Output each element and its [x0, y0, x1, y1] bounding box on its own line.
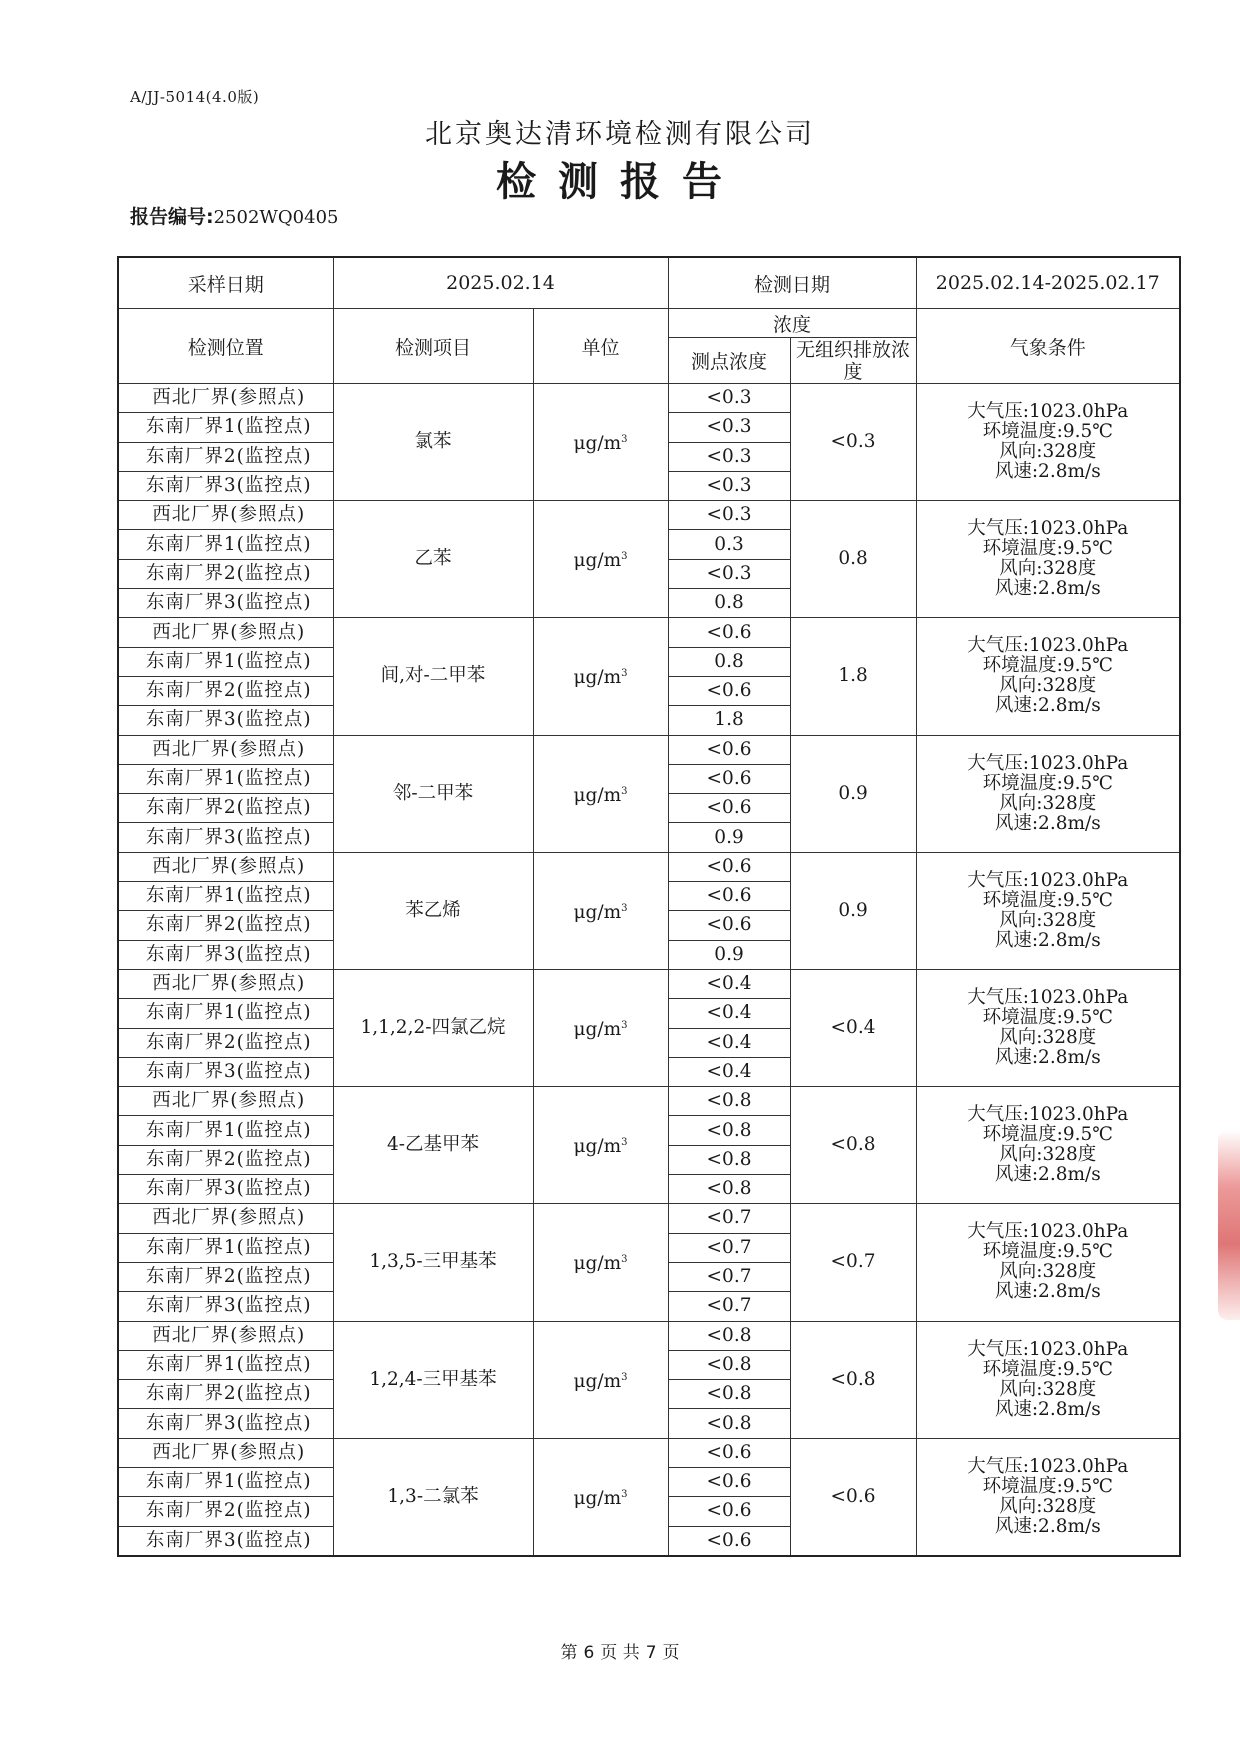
unit-exponent: 3: [621, 668, 628, 680]
point-conc-cell: <0.4: [668, 999, 790, 1028]
location-cell: 东南厂界1(监控点): [118, 647, 333, 676]
weather-line: 环境温度:9.5℃: [982, 421, 1113, 443]
location-cell: 东南厂界3(监控点): [118, 940, 333, 969]
unit-base: μg/m: [573, 1487, 622, 1509]
point-conc-cell: <0.6: [668, 1438, 790, 1467]
location-cell: 东南厂界3(监控点): [118, 823, 333, 852]
unit-exponent: 3: [621, 1371, 628, 1383]
point-conc-cell: <0.6: [668, 911, 790, 940]
weather-line: 环境温度:9.5℃: [982, 1358, 1113, 1380]
item-cell: 1,2,4-三甲基苯: [333, 1321, 533, 1438]
results-table-body: [118, 257, 1180, 1556]
point-conc-cell: <0.7: [668, 1262, 790, 1291]
point-conc-cell: <0.6: [668, 1497, 790, 1526]
weather-cell: [916, 501, 1180, 618]
weather-line: 风速:2.8m/s: [994, 1164, 1101, 1186]
location-cell: 东南厂界3(监控点): [118, 1292, 333, 1321]
location-cell: 西北厂界(参照点): [118, 618, 333, 647]
col-weather-header: 气象条件: [916, 309, 1180, 384]
weather-line: 环境温度:9.5℃: [982, 772, 1113, 794]
point-conc-cell: <0.6: [668, 852, 790, 881]
unit-base: μg/m: [573, 433, 622, 455]
unit-cell: [533, 618, 668, 735]
location-cell: 西北厂界(参照点): [118, 735, 333, 764]
unit-cell: [533, 1438, 668, 1556]
unit-base: μg/m: [573, 901, 622, 923]
weather-line: 风速:2.8m/s: [994, 578, 1101, 600]
unit-cell: [533, 735, 668, 852]
item-cell: 1,1,2,2-四氯乙烷: [333, 969, 533, 1086]
weather-line: 大气压:1023.0hPa: [967, 518, 1129, 540]
location-cell: 东南厂界2(监控点): [118, 1145, 333, 1174]
location-cell: 东南厂界1(监控点): [118, 413, 333, 442]
table-row: [118, 384, 1180, 413]
weather-line: 风向:328度: [999, 792, 1097, 814]
point-conc-cell: 0.3: [668, 530, 790, 559]
point-conc-cell: 0.9: [668, 940, 790, 969]
weather-cell: [916, 1204, 1180, 1321]
unit-exponent: 3: [621, 434, 628, 446]
weather-line: 环境温度:9.5℃: [982, 1007, 1113, 1029]
col-location-header: 检测位置: [118, 309, 333, 384]
point-conc-cell: <0.3: [668, 384, 790, 413]
weather-line: 大气压:1023.0hPa: [967, 635, 1129, 657]
weather-cell: [916, 1438, 1180, 1556]
fugitive-conc-cell: <0.4: [790, 969, 916, 1086]
report-number: [130, 202, 338, 229]
point-conc-cell: <0.6: [668, 1467, 790, 1496]
weather-line: 风向:328度: [999, 558, 1097, 580]
fugitive-conc-cell: <0.8: [790, 1087, 916, 1204]
point-conc-cell: <0.7: [668, 1292, 790, 1321]
weather-line: 风速:2.8m/s: [994, 1047, 1101, 1069]
weather-line: 风向:328度: [999, 1495, 1097, 1517]
location-cell: 东南厂界1(监控点): [118, 530, 333, 559]
sampling-date-label: 采样日期: [118, 257, 333, 309]
location-cell: 西北厂界(参照点): [118, 384, 333, 413]
unit-base: μg/m: [573, 550, 622, 572]
location-cell: 东南厂界2(监控点): [118, 1497, 333, 1526]
unit-base: μg/m: [573, 784, 622, 806]
location-cell: 东南厂界2(监控点): [118, 1028, 333, 1057]
weather-line: 风向:328度: [999, 1261, 1097, 1283]
unit-cell: [533, 1321, 668, 1438]
location-cell: 东南厂界3(监控点): [118, 471, 333, 500]
location-cell: 东南厂界3(监控点): [118, 1057, 333, 1086]
point-conc-cell: 0.8: [668, 647, 790, 676]
item-cell: 氯苯: [333, 384, 533, 501]
point-conc-cell: <0.6: [668, 676, 790, 705]
point-conc-cell: <0.6: [668, 735, 790, 764]
location-cell: 东南厂界1(监控点): [118, 999, 333, 1028]
location-cell: 东南厂界2(监控点): [118, 676, 333, 705]
point-conc-cell: 0.8: [668, 589, 790, 618]
unit-exponent: 3: [621, 1254, 628, 1266]
item-cell: 1,3,5-三甲基苯: [333, 1204, 533, 1321]
point-conc-cell: <0.6: [668, 1526, 790, 1556]
fugitive-conc-cell: <0.7: [790, 1204, 916, 1321]
location-cell: 东南厂界2(监控点): [118, 1380, 333, 1409]
weather-line: 风向:328度: [999, 441, 1097, 463]
test-date-value: 2025.02.14-2025.02.17: [916, 257, 1180, 309]
info-row: [118, 257, 1180, 309]
unit-exponent: 3: [621, 785, 628, 797]
weather-line: 环境温度:9.5℃: [982, 655, 1113, 677]
page-mid: 页 共: [600, 1643, 640, 1663]
unit-exponent: 3: [621, 1019, 628, 1031]
weather-line: 环境温度:9.5℃: [982, 889, 1113, 911]
weather-line: 大气压:1023.0hPa: [967, 752, 1129, 774]
point-conc-cell: <0.3: [668, 413, 790, 442]
unit-base: μg/m: [573, 1019, 622, 1041]
weather-cell: [916, 1321, 1180, 1438]
weather-line: 环境温度:9.5℃: [982, 1124, 1113, 1146]
fugitive-conc-cell: 0.9: [790, 735, 916, 852]
document-title: 检测报告: [496, 159, 744, 205]
location-cell: 西北厂界(参照点): [118, 501, 333, 530]
results-table: [117, 256, 1181, 1557]
weather-line: 风向:328度: [999, 675, 1097, 697]
location-cell: 东南厂界2(监控点): [118, 794, 333, 823]
point-conc-cell: <0.3: [668, 501, 790, 530]
point-conc-cell: <0.8: [668, 1116, 790, 1145]
weather-line: 大气压:1023.0hPa: [967, 1221, 1129, 1243]
point-conc-cell: <0.6: [668, 764, 790, 793]
col-item-header: 检测项目: [333, 309, 533, 384]
weather-line: 大气压:1023.0hPa: [967, 1455, 1129, 1477]
unit-cell: [533, 1204, 668, 1321]
weather-cell: [916, 852, 1180, 969]
location-cell: 东南厂界1(监控点): [118, 1350, 333, 1379]
header-row: [118, 309, 1180, 338]
location-cell: 东南厂界3(监控点): [118, 706, 333, 735]
unit-cell: [533, 969, 668, 1086]
report-number-label: 报告编号:: [130, 206, 214, 228]
fugitive-conc-cell: 1.8: [790, 618, 916, 735]
location-cell: 东南厂界2(监控点): [118, 1262, 333, 1291]
col-point-conc-header: 测点浓度: [668, 338, 790, 384]
weather-cell: [916, 384, 1180, 501]
unit-base: μg/m: [573, 667, 622, 689]
weather-line: 风速:2.8m/s: [994, 695, 1101, 717]
point-conc-cell: <0.4: [668, 1028, 790, 1057]
unit-base: μg/m: [573, 1370, 622, 1392]
location-cell: 东南厂界3(监控点): [118, 1409, 333, 1438]
item-cell: 间,对-二甲苯: [333, 618, 533, 735]
item-cell: 乙苯: [333, 501, 533, 618]
point-conc-cell: <0.4: [668, 1057, 790, 1086]
table-row: [118, 618, 1180, 647]
fugitive-conc-cell: <0.8: [790, 1321, 916, 1438]
weather-line: 环境温度:9.5℃: [982, 1241, 1113, 1263]
table-row: [118, 1204, 1180, 1233]
weather-line: 风速:2.8m/s: [994, 461, 1101, 483]
weather-cell: [916, 735, 1180, 852]
sampling-date-value: 2025.02.14: [333, 257, 668, 309]
table-row: [118, 1321, 1180, 1350]
table-row: [118, 735, 1180, 764]
weather-line: 大气压:1023.0hPa: [967, 1338, 1129, 1360]
point-conc-cell: <0.8: [668, 1175, 790, 1204]
table-row: [118, 501, 1180, 530]
point-conc-cell: <0.3: [668, 471, 790, 500]
weather-line: 环境温度:9.5℃: [982, 1475, 1113, 1497]
location-cell: 西北厂界(参照点): [118, 1321, 333, 1350]
location-cell: 西北厂界(参照点): [118, 969, 333, 998]
point-conc-cell: <0.6: [668, 794, 790, 823]
red-seal-stamp: [1218, 1130, 1240, 1320]
unit-base: μg/m: [573, 1136, 622, 1158]
page-current: 6: [583, 1643, 595, 1663]
weather-line: 风向:328度: [999, 909, 1097, 931]
location-cell: 东南厂界2(监控点): [118, 911, 333, 940]
location-cell: 西北厂界(参照点): [118, 1438, 333, 1467]
weather-line: 风速:2.8m/s: [994, 1515, 1101, 1537]
weather-line: 大气压:1023.0hPa: [967, 987, 1129, 1009]
location-cell: 西北厂界(参照点): [118, 1087, 333, 1116]
col-unit-header: 单位: [533, 309, 668, 384]
form-code: A/JJ-5014(4.0版): [130, 88, 260, 106]
item-cell: 苯乙烯: [333, 852, 533, 969]
point-conc-cell: <0.8: [668, 1145, 790, 1174]
table-row: [118, 1438, 1180, 1467]
unit-exponent: 3: [621, 551, 628, 563]
company-name: 北京奥达清环境检测有限公司: [425, 119, 815, 150]
weather-line: 大气压:1023.0hPa: [967, 1104, 1129, 1126]
col-concentration-header: 浓度: [668, 309, 916, 338]
item-cell: 邻-二甲苯: [333, 735, 533, 852]
weather-line: 风向:328度: [999, 1378, 1097, 1400]
item-cell: 4-乙基甲苯: [333, 1087, 533, 1204]
weather-line: 大气压:1023.0hPa: [967, 401, 1129, 423]
point-conc-cell: 0.9: [668, 823, 790, 852]
weather-line: 环境温度:9.5℃: [982, 538, 1113, 560]
fugitive-conc-cell: <0.3: [790, 384, 916, 501]
weather-line: 风向:328度: [999, 1027, 1097, 1049]
point-conc-cell: <0.3: [668, 559, 790, 588]
weather-line: 大气压:1023.0hPa: [967, 869, 1129, 891]
location-cell: 西北厂界(参照点): [118, 1204, 333, 1233]
point-conc-cell: <0.6: [668, 882, 790, 911]
location-cell: 东南厂界2(监控点): [118, 559, 333, 588]
location-cell: 东南厂界3(监控点): [118, 1526, 333, 1556]
unit-exponent: 3: [621, 1137, 628, 1149]
location-cell: 东南厂界3(监控点): [118, 589, 333, 618]
table-row: [118, 1087, 1180, 1116]
fugitive-conc-cell: 0.9: [790, 852, 916, 969]
location-cell: 东南厂界1(监控点): [118, 1467, 333, 1496]
test-date-label: 检测日期: [668, 257, 916, 309]
weather-line: 风速:2.8m/s: [994, 1398, 1101, 1420]
point-conc-cell: <0.8: [668, 1409, 790, 1438]
unit-cell: [533, 384, 668, 501]
point-conc-cell: <0.8: [668, 1321, 790, 1350]
table-row: [118, 852, 1180, 881]
point-conc-cell: <0.8: [668, 1380, 790, 1409]
point-conc-cell: <0.7: [668, 1204, 790, 1233]
point-conc-cell: <0.7: [668, 1233, 790, 1262]
point-conc-cell: <0.3: [668, 442, 790, 471]
fugitive-conc-cell: <0.6: [790, 1438, 916, 1556]
point-conc-cell: 1.8: [668, 706, 790, 735]
weather-line: 风速:2.8m/s: [994, 812, 1101, 834]
table-row: [118, 969, 1180, 998]
unit-base: μg/m: [573, 1253, 622, 1275]
location-cell: 东南厂界1(监控点): [118, 1233, 333, 1262]
fugitive-conc-cell: 0.8: [790, 501, 916, 618]
unit-exponent: 3: [621, 1488, 628, 1500]
weather-cell: [916, 1087, 1180, 1204]
location-cell: 东南厂界1(监控点): [118, 882, 333, 911]
location-cell: 西北厂界(参照点): [118, 852, 333, 881]
report-number-value: 2502WQ0405: [213, 207, 339, 228]
item-cell: 1,3-二氯苯: [333, 1438, 533, 1556]
col-fugitive-conc-header: 无组织排放浓度: [790, 338, 916, 384]
weather-cell: [916, 969, 1180, 1086]
unit-cell: [533, 501, 668, 618]
point-conc-cell: <0.6: [668, 618, 790, 647]
point-conc-cell: <0.8: [668, 1087, 790, 1116]
page-prefix: 第: [560, 1643, 578, 1663]
page-total: 7: [645, 1643, 657, 1663]
unit-exponent: 3: [621, 902, 628, 914]
point-conc-cell: <0.4: [668, 969, 790, 998]
page-suffix: 页: [662, 1643, 680, 1663]
point-conc-cell: <0.8: [668, 1350, 790, 1379]
weather-cell: [916, 618, 1180, 735]
location-cell: 东南厂界1(监控点): [118, 764, 333, 793]
unit-cell: [533, 852, 668, 969]
location-cell: 东南厂界1(监控点): [118, 1116, 333, 1145]
page-number: [0, 1638, 1240, 1663]
location-cell: 东南厂界2(监控点): [118, 442, 333, 471]
unit-cell: [533, 1087, 668, 1204]
weather-line: 风速:2.8m/s: [994, 929, 1101, 951]
weather-line: 风向:328度: [999, 1144, 1097, 1166]
location-cell: 东南厂界3(监控点): [118, 1175, 333, 1204]
weather-line: 风速:2.8m/s: [994, 1281, 1101, 1303]
